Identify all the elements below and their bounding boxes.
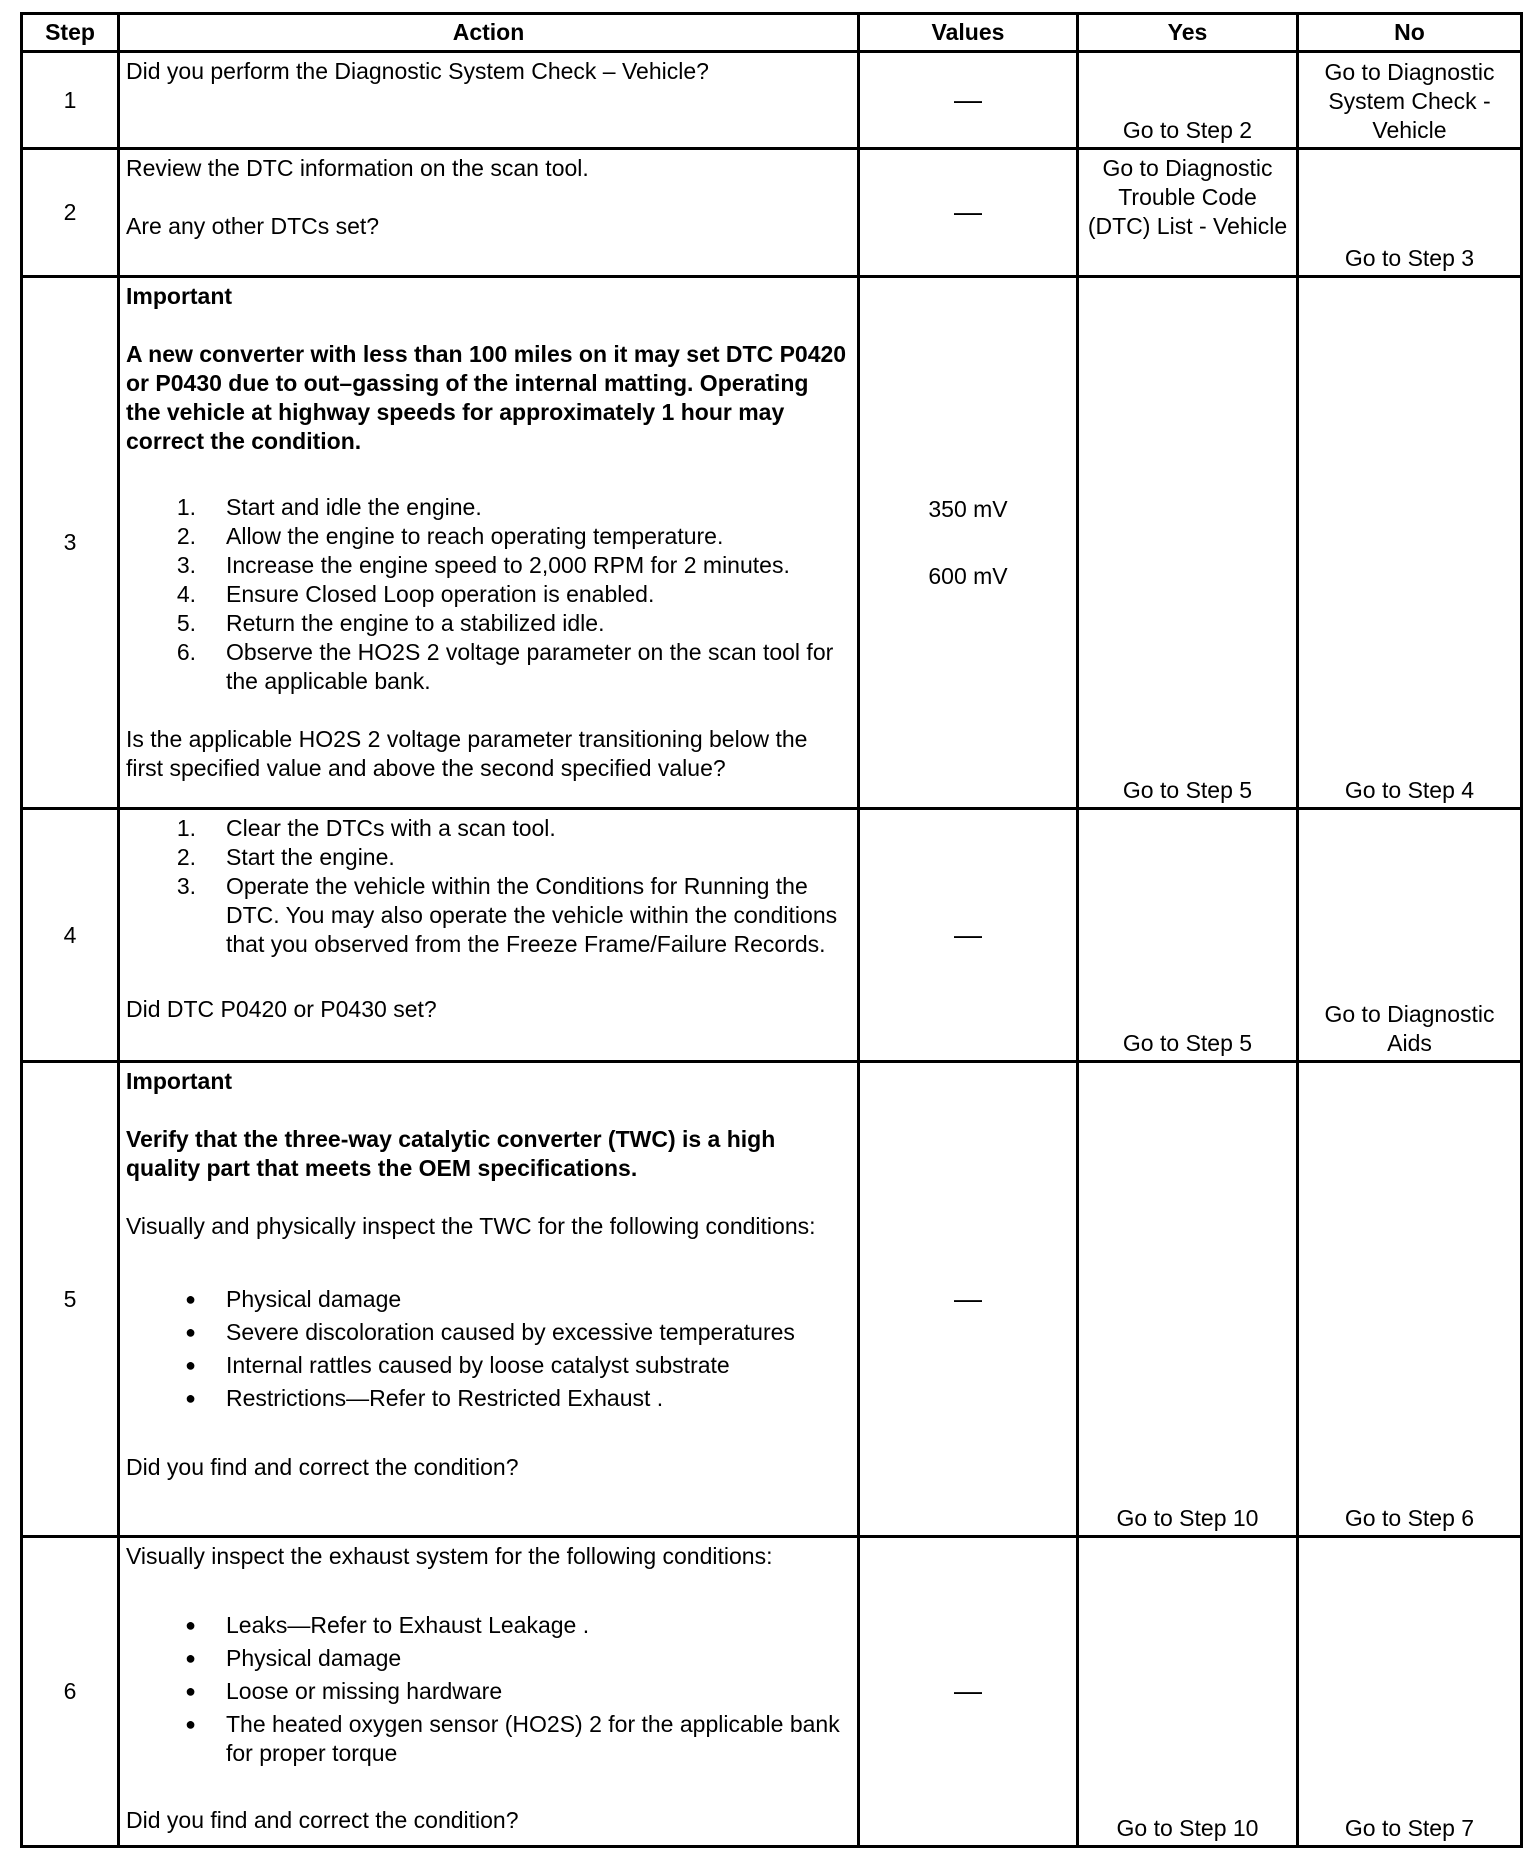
- action-cell: [119, 277, 859, 809]
- action-question: Are any other DTCs set?: [126, 213, 380, 239]
- no-cell: Go to Diagnostic Aids: [1298, 809, 1522, 1062]
- important-label: Important: [126, 283, 233, 309]
- value-dash: —: [954, 918, 982, 950]
- list-item: ● Severe discoloration caused by excessive temperatures: [185, 1319, 795, 1345]
- action-cell: [119, 809, 859, 1062]
- header-yes: Yes: [1078, 14, 1298, 52]
- table-row: [22, 809, 1522, 1062]
- header-action: Action: [119, 14, 859, 52]
- value-dash: —: [954, 1675, 982, 1706]
- header-step: Step: [22, 14, 119, 52]
- table-row: [22, 149, 1522, 277]
- list-item: 1. Start and idle the engine.: [176, 494, 482, 520]
- yes-cell: Go to Diagnostic Trouble Code (DTC) List - Vehicle: [1078, 149, 1298, 277]
- table-row: [22, 277, 1522, 809]
- list-item: ● Internal rattles caused by loose catalyst substrate: [185, 1352, 730, 1378]
- values-cell: [859, 277, 1078, 809]
- list-item: 2. Allow the engine to reach operating temperature.: [176, 523, 724, 549]
- important-note: A new converter with less than 100 miles on it may set DTC P0420 or P0430 due to out–gassing of the internal matting. Operating the vehicle at highway speeds for approximately 1 hour may correct the condition.: [126, 341, 847, 454]
- action-intro: Visually and physically inspect the TWC for the following conditions:: [126, 1213, 816, 1239]
- yes-cell: Go to Step 5: [1078, 277, 1298, 809]
- header-row: [22, 14, 1522, 52]
- list-item: ● Physical damage: [185, 1286, 402, 1312]
- diagnostic-table: [20, 12, 1523, 1848]
- list-item: 5. Return the engine to a stabilized idle.: [176, 610, 605, 636]
- step-number: 5: [22, 1062, 119, 1537]
- list-item: ● The heated oxygen sensor (HO2S) 2 for the applicable bank for proper torque: [185, 1711, 840, 1766]
- yes-cell: Go to Step 10: [1078, 1537, 1298, 1847]
- important-label: Important: [126, 1068, 233, 1094]
- value-dash: —: [954, 1282, 982, 1314]
- action-question: Did you find and correct the condition?: [126, 1454, 519, 1480]
- no-cell: Go to Step 6: [1298, 1062, 1522, 1537]
- value-high: 600 mV: [928, 562, 1008, 589]
- no-cell: Go to Step 4: [1298, 277, 1522, 809]
- table-row: [22, 1537, 1522, 1847]
- action-cell: [119, 149, 859, 277]
- value-dash: —: [954, 196, 982, 227]
- list-item: ● Restrictions—Refer to Restricted Exhaust .: [185, 1385, 664, 1411]
- no-cell: Go to Diagnostic System Check - Vehicle: [1298, 52, 1522, 149]
- values-cell: [859, 52, 1078, 149]
- list-item: 4. Ensure Closed Loop operation is enabled.: [176, 581, 655, 607]
- value-dash: —: [954, 83, 982, 115]
- bullet-list: [126, 1611, 849, 1768]
- action-cell: [119, 1537, 859, 1847]
- bullet-list: [126, 1285, 849, 1413]
- list-item: 2. Start the engine.: [176, 844, 395, 870]
- values-cell: [859, 149, 1078, 277]
- important-note: Verify that the three-way catalytic converter (TWC) is a high quality part that meets the OEM specifications.: [126, 1126, 776, 1181]
- yes-cell: Go to Step 2: [1078, 52, 1298, 149]
- header-no: No: [1298, 14, 1522, 52]
- values-cell: [859, 1537, 1078, 1847]
- table-row: [22, 52, 1522, 149]
- action-question: Did DTC P0420 or P0430 set?: [126, 996, 437, 1022]
- action-cell: [119, 52, 859, 149]
- list-item: ● Leaks—Refer to Exhaust Leakage .: [185, 1612, 590, 1638]
- list-item: 3. Operate the vehicle within the Conditions for Running the DTC. You may also operate the vehicle within the conditions that you observed from the Freeze Frame/Failure Records.: [176, 873, 838, 957]
- action-question: Did you find and correct the condition?: [126, 1807, 519, 1833]
- action-text: Review the DTC information on the scan tool.: [126, 155, 589, 181]
- no-cell: Go to Step 3: [1298, 149, 1522, 277]
- numbered-list: [126, 814, 849, 959]
- step-number: 1: [22, 52, 119, 149]
- header-values: Values: [859, 14, 1078, 52]
- list-item: 1. Clear the DTCs with a scan tool.: [176, 815, 556, 841]
- action-question: Is the applicable HO2S 2 voltage parameter transitioning below the first specified value and above the second specified value?: [126, 726, 808, 781]
- step-number: 4: [22, 809, 119, 1062]
- numbered-list: [126, 493, 849, 696]
- step-number: 6: [22, 1537, 119, 1847]
- action-cell: [119, 1062, 859, 1537]
- yes-cell: Go to Step 5: [1078, 809, 1298, 1062]
- table-row: [22, 1062, 1522, 1537]
- action-intro: Visually inspect the exhaust system for the following conditions:: [126, 1543, 773, 1569]
- values-cell: [859, 1062, 1078, 1537]
- values-cell: [859, 809, 1078, 1062]
- list-item: ● Physical damage: [185, 1645, 402, 1671]
- action-text: Did you perform the Diagnostic System Check – Vehicle?: [126, 58, 709, 84]
- step-number: 3: [22, 277, 119, 809]
- step-number: 2: [22, 149, 119, 277]
- list-item: 3. Increase the engine speed to 2,000 RPM for 2 minutes.: [176, 552, 790, 578]
- list-item: ● Loose or missing hardware: [185, 1678, 503, 1704]
- yes-cell: Go to Step 10: [1078, 1062, 1298, 1537]
- no-cell: Go to Step 7: [1298, 1537, 1522, 1847]
- value-low: 350 mV: [928, 495, 1008, 522]
- list-item: 6. Observe the HO2S 2 voltage parameter on the scan tool for the applicable bank.: [176, 639, 834, 694]
